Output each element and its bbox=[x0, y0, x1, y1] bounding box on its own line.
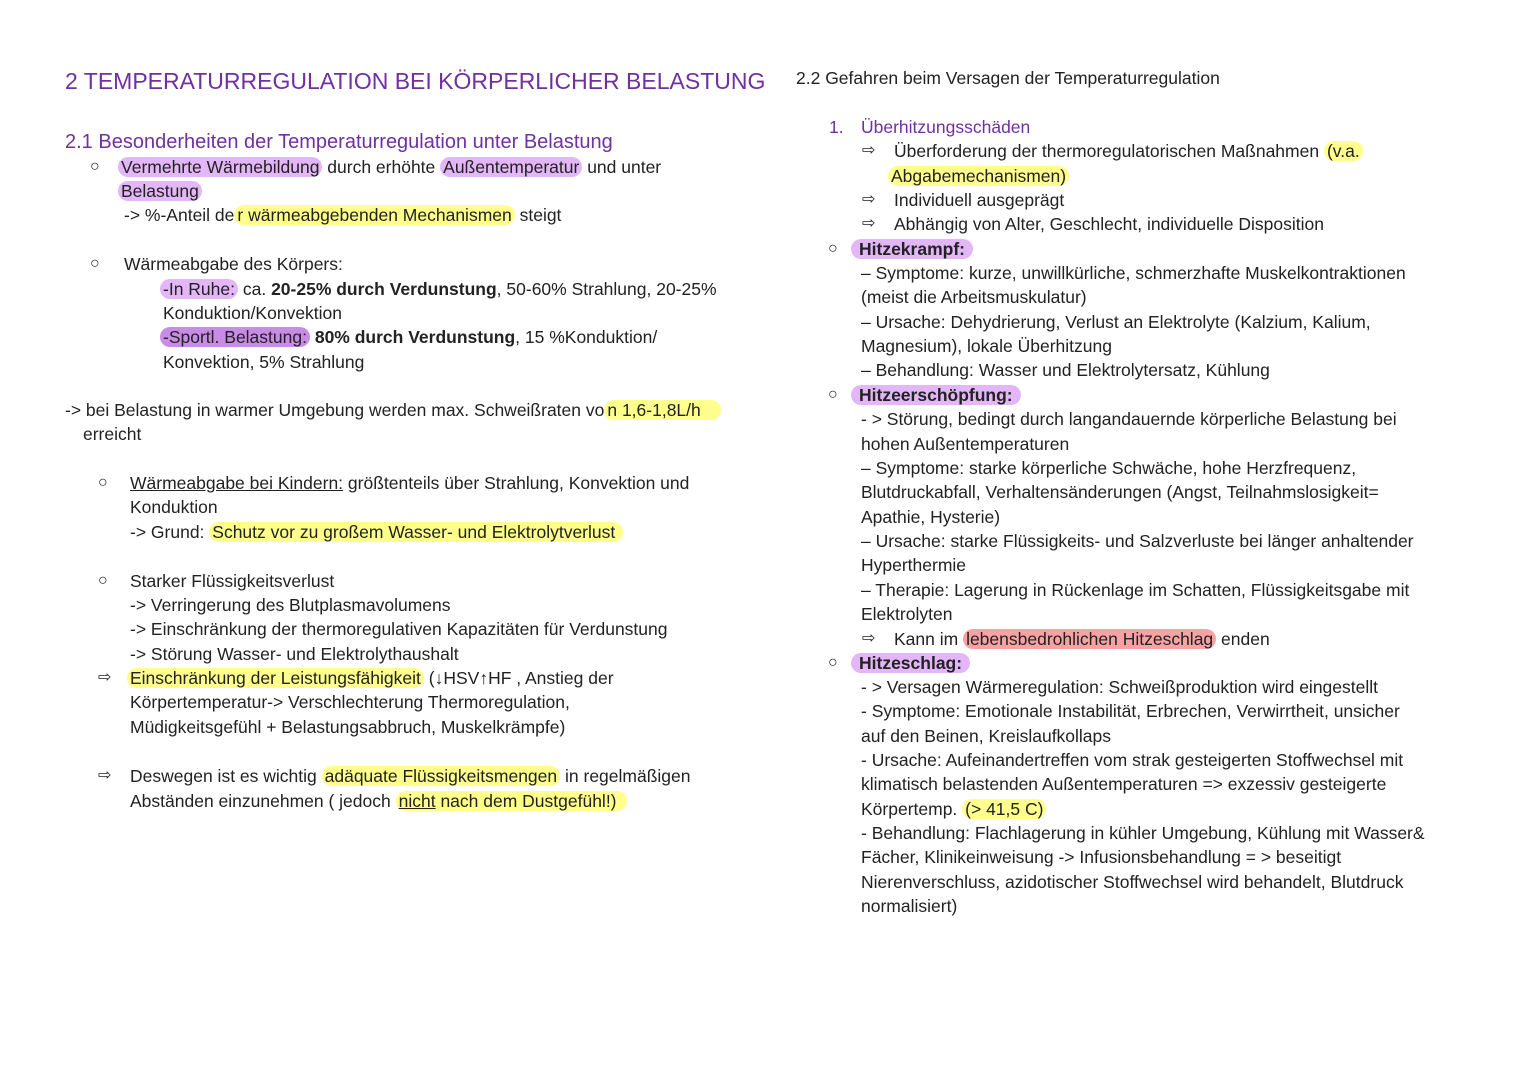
highlight-text: nach dem Dustgefühl!) bbox=[435, 791, 617, 811]
hitzeerschoepfung-l7: Hyperthermie bbox=[861, 555, 967, 575]
hitzeschlag-l10: normalisiert) bbox=[861, 896, 958, 916]
highlight-text: lebensbedrohlichen Hitzeschlag bbox=[963, 629, 1216, 649]
bold-text: 20-25% durch Verdunstung bbox=[271, 279, 497, 299]
bullet-warmebildung-line2 bbox=[118, 179, 202, 203]
bullet-circle-icon: ○ bbox=[98, 572, 108, 589]
arrow-right-icon: ⇨ bbox=[98, 767, 112, 784]
hitzeschlag-l4: - Ursache: Aufeinandertreffen vom strak gesteigerten Stoffwechsel mit bbox=[861, 750, 1404, 770]
bullet-warmebildung bbox=[118, 155, 661, 179]
sweat-line bbox=[65, 398, 721, 422]
highlight-text: Hitzeerschöpfung: bbox=[851, 385, 1021, 405]
hitzeschlag-l8: Fächer, Klinikeinweisung -> Infusionsbehandlung = > beseitigt bbox=[861, 847, 1342, 867]
hitzekrampf-l3: – Ursache: Dehydrierung, Verlust an Elektrolyte (Kalzium, Kalium, bbox=[861, 312, 1371, 332]
hitzeerschoepfung-l5: Apathie, Hysterie) bbox=[861, 507, 1001, 527]
bullet-circle-icon: ○ bbox=[828, 386, 838, 403]
loss-line1: -> Verringerung des Blutplasmavolumens bbox=[130, 595, 451, 615]
perf-line3: Müdigkeitsgefühl + Belastungsabbruch, Muskelkrämpfe) bbox=[130, 717, 566, 737]
drink-line bbox=[130, 764, 691, 788]
text: steigt bbox=[514, 205, 562, 225]
highlight-text: Belastung bbox=[118, 181, 202, 201]
highlight-text: n 1,6-1,8L/h bbox=[604, 400, 720, 420]
hitzeschlag-l5: klimatisch belastenden Außentemperaturen => exzessiv gesteigerte bbox=[861, 774, 1387, 794]
text: Deswegen ist es wichtig bbox=[130, 766, 322, 786]
hitzeerschoepfung-l6: – Ursache: starke Flüssigkeits- und Salzverluste bei länger anhaltender bbox=[861, 531, 1414, 551]
text: ca. bbox=[237, 279, 272, 299]
bullet-circle-icon: ○ bbox=[90, 255, 100, 272]
section-title-2-2: 2.2 Gefahren beim Versagen der Temperaturregulation bbox=[796, 68, 1220, 88]
text: -> %-Anteil de bbox=[124, 205, 235, 225]
ueberhitzung-title: Überhitzungsschäden bbox=[861, 117, 1031, 137]
sport-line bbox=[160, 325, 657, 349]
hitzeschlag-l9: Nierenverschluss, azidotischer Stoffwechsel wird behandelt, Blutdruck bbox=[861, 872, 1404, 892]
bullet-warmebildung-line3 bbox=[124, 203, 561, 227]
hitzeerschoepfung-l9: Elektrolyten bbox=[861, 604, 953, 624]
ueberhitzung-a2: Individuell ausgeprägt bbox=[894, 190, 1065, 210]
underlined-text: nicht bbox=[398, 791, 436, 811]
text: (↓HSV↑HF , Anstieg der bbox=[423, 668, 614, 688]
arrow-right-icon: ⇨ bbox=[862, 630, 876, 647]
highlight-text: -In Ruhe: bbox=[160, 279, 238, 299]
text: Körpertemp. bbox=[861, 799, 963, 819]
hitzeschlag-l3: auf den Beinen, Kreislaufkollaps bbox=[861, 726, 1112, 746]
sport-line2: Konvektion, 5% Strahlung bbox=[163, 352, 365, 372]
text: , 15 %Konduktion/ bbox=[515, 327, 658, 347]
hitzeerschoepfung-a1 bbox=[894, 627, 1270, 651]
text: Abständen einzunehmen ( jedoch bbox=[130, 791, 396, 811]
hitzeerschoepfung-title bbox=[851, 383, 1021, 407]
text: in regelmäßigen bbox=[560, 766, 691, 786]
hitzeschlag-l1: - > Versagen Wärmeregulation: Schweißproduktion wird eingestellt bbox=[861, 677, 1378, 697]
highlight-text: (> 41,5 C) bbox=[962, 799, 1046, 819]
chapter-title: 2 TEMPERATURREGULATION BEI KÖRPERLICHER BELASTUNG bbox=[65, 68, 766, 94]
ruhe-line bbox=[160, 277, 717, 301]
highlight-text: Hitzeschlag: bbox=[851, 653, 970, 673]
highlight-text: r wärmeabgebenden Mechanismen bbox=[234, 205, 514, 225]
hitzeerschoepfung-l2: hohen Außentemperaturen bbox=[861, 434, 1070, 454]
kids-line3 bbox=[130, 520, 623, 544]
text: Überforderung der thermoregulatorischen Maßnahmen bbox=[894, 141, 1324, 161]
bullet-circle-icon: ○ bbox=[98, 474, 108, 491]
hitzekrampf-title bbox=[851, 237, 973, 261]
hitzeschlag-l6 bbox=[861, 797, 1046, 821]
highlight-text: Vermehrte Wärmebildung bbox=[118, 157, 322, 177]
bullet-circle-icon: ○ bbox=[90, 158, 100, 175]
loss-line2: -> Einschränkung der thermoregulativen Kapazitäten für Verdunstung bbox=[130, 619, 668, 639]
arrow-right-icon: ⇨ bbox=[862, 142, 876, 159]
ueberhitzung-a1 bbox=[894, 139, 1363, 163]
hitzeschlag-title bbox=[851, 651, 970, 675]
hitzekrampf-l2: (meist die Arbeitsmuskulatur) bbox=[861, 287, 1087, 307]
text: -> Grund: bbox=[130, 522, 210, 542]
arrow-right-icon: ⇨ bbox=[862, 191, 876, 208]
list-number: 1. bbox=[829, 117, 844, 137]
text: , 50-60% Strahlung, 20-25% bbox=[496, 279, 717, 299]
perf-line2: Körpertemperatur-> Verschlechterung Thermoregulation, bbox=[130, 692, 570, 712]
text: enden bbox=[1216, 629, 1270, 649]
hitzeerschoepfung-l8: – Therapie: Lagerung in Rückenlage im Schatten, Flüssigkeitsgabe mit bbox=[861, 580, 1410, 600]
loss-head: Starker Flüssigkeitsverlust bbox=[130, 571, 335, 591]
text: -> bei Belastung in warmer Umgebung werden max. Schweißraten vo bbox=[65, 400, 605, 420]
arrow-right-icon: ⇨ bbox=[98, 669, 112, 686]
highlight-text: Schutz vor zu großem Wasser- und Elektrolytverlust bbox=[209, 522, 623, 542]
waermeabgabe-head: Wärmeabgabe des Körpers: bbox=[124, 254, 343, 274]
hitzekrampf-l1: – Symptome: kurze, unwillkürliche, schmerzhafte Muskelkontraktionen bbox=[861, 263, 1406, 283]
hitzeerschoepfung-l4: Blutdruckabfall, Verhaltensänderungen (Angst, Teilnahmslosigkeit= bbox=[861, 482, 1379, 502]
ueberhitzung-a1-line2 bbox=[888, 164, 1069, 188]
loss-line3: -> Störung Wasser- und Elektrolythaushalt bbox=[130, 644, 459, 664]
sweat-line2: erreicht bbox=[83, 424, 142, 444]
arrow-right-icon: ⇨ bbox=[862, 215, 876, 232]
hitzekrampf-l4: Magnesium), lokale Überhitzung bbox=[861, 336, 1112, 356]
hitzeerschoepfung-l1: - > Störung, bedingt durch langandauernde körperliche Belastung bei bbox=[861, 409, 1397, 429]
highlight-text: Hitzekrampf: bbox=[851, 239, 973, 259]
text: größtenteils über Strahlung, Konvektion und bbox=[343, 473, 690, 493]
kids-line bbox=[130, 471, 689, 495]
drink-line2 bbox=[130, 789, 627, 813]
hitzeschlag-l7: - Behandlung: Flachlagerung in kühler Umgebung, Kühlung mit Wasser& bbox=[861, 823, 1425, 843]
text: und unter bbox=[582, 157, 662, 177]
perf-line bbox=[127, 666, 614, 690]
highlight-text: Außentemperatur bbox=[440, 157, 582, 177]
hitzekrampf-l5: – Behandlung: Wasser und Elektrolytersatz, Kühlung bbox=[861, 360, 1270, 380]
highlight-text: adäquate Flüssigkeitsmengen bbox=[322, 766, 561, 786]
text: durch erhöhte bbox=[322, 157, 441, 177]
highlight-text: Abgabemechanismen) bbox=[888, 166, 1069, 186]
highlight-text: -Sportl. Belastung: bbox=[160, 327, 310, 347]
highlight-text: Einschränkung der Leistungsfähigkeit bbox=[127, 668, 424, 688]
section-title-2-1: 2.1 Besonderheiten der Temperaturregulation unter Belastung bbox=[65, 131, 613, 153]
text: Kann im bbox=[894, 629, 964, 649]
bold-text: 80% durch Verdunstung bbox=[309, 327, 516, 347]
kids-line2: Konduktion bbox=[130, 497, 218, 517]
hitzeschlag-l2: - Symptome: Emotionale Instabilität, Erbrechen, Verwirrtheit, unsicher bbox=[861, 701, 1400, 721]
hitzeerschoepfung-l3: – Symptome: starke körperliche Schwäche, hohe Herzfrequenz, bbox=[861, 458, 1357, 478]
highlight-text: (v.a. bbox=[1324, 141, 1363, 161]
bullet-circle-icon: ○ bbox=[828, 240, 838, 257]
underlined-text: Wärmeabgabe bei Kindern: bbox=[130, 473, 344, 493]
ruhe-line2: Konduktion/Konvektion bbox=[163, 303, 343, 323]
ueberhitzung-a3: Abhängig von Alter, Geschlecht, individuelle Disposition bbox=[894, 214, 1324, 234]
bullet-circle-icon: ○ bbox=[828, 654, 838, 671]
